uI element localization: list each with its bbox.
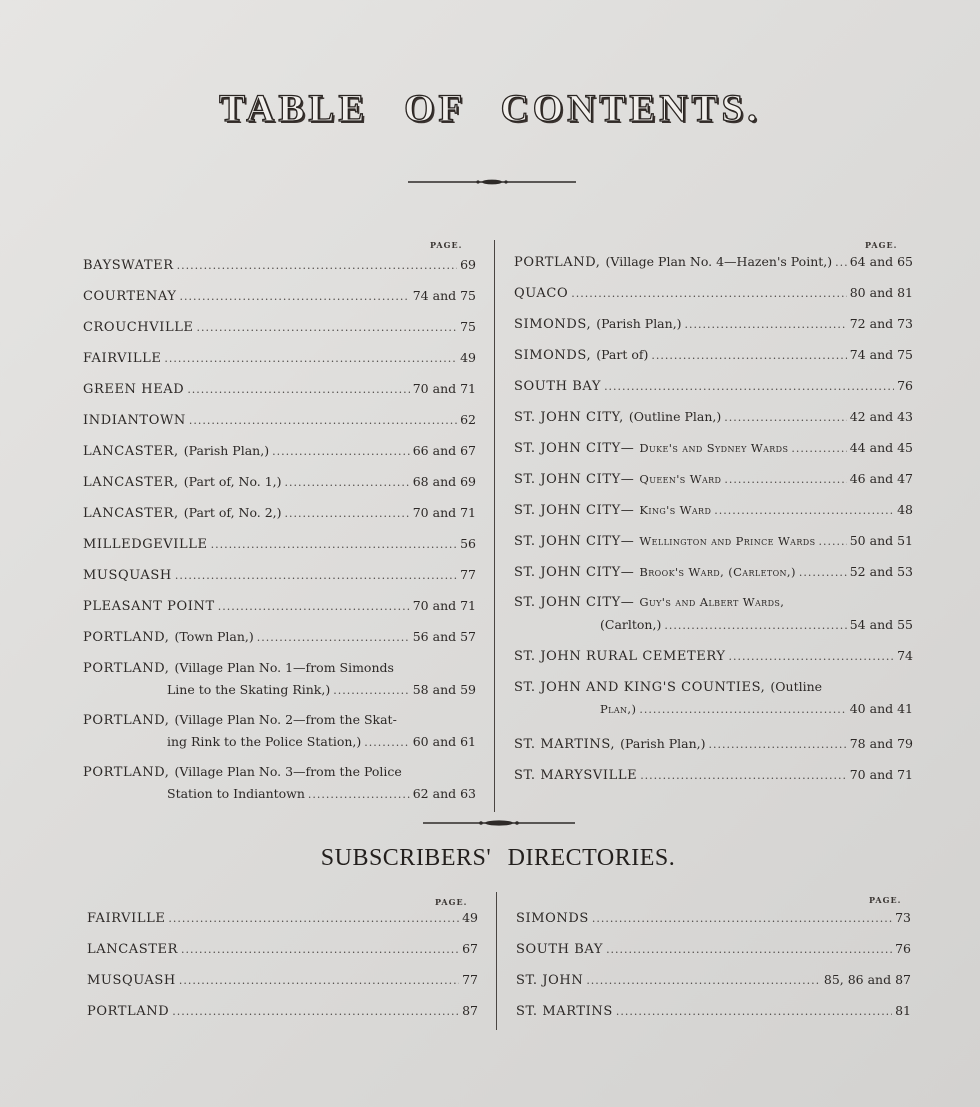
entry-name: ST. MARTINS, bbox=[514, 737, 616, 752]
toc-entry bbox=[83, 505, 476, 529]
entry-description: (Parish Plan,) bbox=[620, 736, 706, 751]
toc-entry-line bbox=[514, 471, 913, 493]
entry-page: 81 bbox=[895, 1003, 911, 1018]
toc-entry-line bbox=[83, 764, 476, 786]
toc-entry-line bbox=[83, 567, 476, 589]
dot-leader bbox=[187, 383, 409, 396]
toc-entry bbox=[514, 648, 913, 672]
toc-entry-line bbox=[83, 443, 476, 465]
entry-description-continued: (Carlton,) bbox=[600, 617, 662, 632]
toc-entry bbox=[83, 443, 476, 467]
entry-name: PORTLAND, bbox=[514, 255, 601, 270]
toc-entry-line bbox=[83, 786, 476, 808]
dot-leader bbox=[333, 684, 410, 697]
entry-name: LANCASTER, bbox=[83, 444, 179, 459]
toc-entry bbox=[514, 347, 913, 371]
entry-name: ST. JOHN AND KING'S COUNTIES, bbox=[514, 680, 766, 695]
entry-name: ST. JOHN CITY— bbox=[514, 503, 635, 518]
toc-entry-line bbox=[83, 734, 476, 756]
entry-name: PORTLAND, bbox=[83, 661, 170, 676]
toc-entry bbox=[83, 350, 476, 374]
toc-entry-line bbox=[514, 409, 913, 431]
entry-name: PORTLAND bbox=[87, 1004, 170, 1019]
entry-description: Wellington and Prince Wards bbox=[639, 534, 816, 548]
entry-description: (Parish Plan,) bbox=[183, 443, 270, 458]
subscribers-title: SUBSCRIBERS' DIRECTORIES. bbox=[320, 845, 676, 871]
entry-name: SIMONDS, bbox=[514, 348, 592, 363]
dot-leader bbox=[181, 943, 459, 956]
entry-page: 85, 86 and 87 bbox=[823, 972, 911, 987]
entry-description: King's Ward bbox=[639, 503, 712, 517]
toc-entry-line bbox=[83, 474, 476, 496]
toc-entry-line bbox=[514, 564, 913, 586]
toc-entry bbox=[83, 536, 476, 560]
toc-entry bbox=[514, 409, 913, 433]
toc-entry-line bbox=[514, 378, 913, 400]
toc-entry-line bbox=[514, 254, 913, 276]
column-divider bbox=[494, 240, 495, 812]
column-divider bbox=[496, 892, 497, 1030]
directory-entry-line bbox=[87, 972, 478, 994]
dot-leader bbox=[586, 974, 821, 987]
entry-name: ST. JOHN CITY— bbox=[514, 565, 635, 580]
entry-name: COURTENAY bbox=[83, 289, 177, 304]
entry-name: PORTLAND, bbox=[83, 765, 170, 780]
dot-leader bbox=[604, 380, 894, 393]
directory-entry-line bbox=[87, 941, 478, 963]
dot-leader bbox=[175, 569, 457, 582]
entry-description: (Village Plan No. 3—from the Police bbox=[174, 764, 402, 779]
toc-entry bbox=[83, 598, 476, 622]
toc-entry-line bbox=[514, 736, 913, 758]
toc-entry bbox=[83, 764, 476, 801]
entry-page: 58 and 59 bbox=[412, 682, 476, 697]
entry-page: 49 bbox=[462, 910, 478, 925]
entry-page: 40 and 41 bbox=[849, 701, 913, 716]
entry-name: BAYSWATER bbox=[83, 258, 174, 273]
toc-entry bbox=[83, 712, 476, 749]
entry-page: 60 and 61 bbox=[412, 734, 476, 749]
dot-leader bbox=[639, 703, 846, 716]
toc-entry bbox=[83, 381, 476, 405]
toc-entry-line bbox=[83, 319, 476, 341]
entry-page: 80 and 81 bbox=[849, 285, 913, 300]
dot-leader bbox=[164, 352, 457, 365]
dot-leader bbox=[709, 738, 847, 751]
entry-page: 77 bbox=[460, 567, 476, 582]
entry-name: SOUTH BAY bbox=[516, 942, 604, 957]
toc-entry-line bbox=[514, 285, 913, 307]
toc-entry bbox=[83, 412, 476, 436]
directory-entry bbox=[516, 972, 911, 996]
toc-entry-line bbox=[514, 440, 913, 462]
entry-name: ST. JOHN RURAL CEMETERY bbox=[514, 649, 726, 664]
subscribers-right-column bbox=[516, 910, 911, 1035]
toc-entry-line bbox=[514, 316, 913, 338]
toc-entry-line bbox=[514, 617, 913, 639]
toc-entry bbox=[83, 319, 476, 343]
entry-name: MUSQUASH bbox=[87, 973, 176, 988]
entry-name: GREEN HEAD bbox=[83, 382, 185, 397]
entry-page: 48 bbox=[897, 502, 913, 517]
toc-entry-line bbox=[83, 288, 476, 310]
entry-name: LANCASTER bbox=[87, 942, 178, 957]
entry-name: FAIRVILLE bbox=[83, 351, 162, 366]
toc-entry bbox=[83, 288, 476, 312]
dot-leader bbox=[592, 912, 892, 925]
directory-entry-line bbox=[516, 972, 911, 994]
entry-name: SIMONDS, bbox=[514, 317, 592, 332]
dot-leader bbox=[257, 631, 410, 644]
entry-name: LANCASTER, bbox=[83, 506, 179, 521]
directory-entry bbox=[87, 1003, 478, 1027]
entry-name: SIMONDS bbox=[516, 911, 589, 926]
entry-page: 44 and 45 bbox=[849, 440, 913, 455]
toc-entry bbox=[514, 316, 913, 340]
subscribers-left-column bbox=[87, 910, 478, 1035]
entry-page: 74 and 75 bbox=[412, 288, 476, 303]
entry-description: Queen's Ward bbox=[639, 472, 722, 486]
dot-leader bbox=[651, 349, 846, 362]
entry-name: ST. JOHN bbox=[516, 973, 584, 988]
directory-entry bbox=[87, 972, 478, 996]
toc-entry-line bbox=[83, 598, 476, 620]
entry-page: 74 bbox=[897, 648, 913, 663]
toc-entry-line bbox=[83, 536, 476, 558]
entry-description: Duke's and Sydney Wards bbox=[639, 441, 789, 455]
toc-entry bbox=[514, 378, 913, 402]
entry-name: PORTLAND, bbox=[83, 713, 170, 728]
toc-entry-line bbox=[83, 412, 476, 434]
toc-entry-line bbox=[514, 701, 913, 723]
entry-page: 72 and 73 bbox=[849, 316, 913, 331]
entry-name: QUACO bbox=[514, 286, 569, 301]
dot-leader bbox=[791, 442, 846, 455]
toc-entry bbox=[514, 679, 913, 716]
entry-description-continued: Line to the Skating Rink,) bbox=[167, 682, 331, 697]
page-column-header: PAGE. bbox=[430, 240, 463, 250]
toc-entry bbox=[514, 502, 913, 526]
dot-leader bbox=[364, 736, 409, 749]
entry-page: 69 bbox=[460, 257, 476, 272]
entry-description-continued: Plan,) bbox=[600, 702, 637, 716]
page-column-header: PAGE. bbox=[435, 897, 468, 907]
entry-page: 76 bbox=[897, 378, 913, 393]
dot-leader bbox=[799, 566, 847, 579]
entry-page: 67 bbox=[462, 941, 478, 956]
contents-left-column bbox=[83, 257, 476, 817]
toc-entry-line bbox=[514, 648, 913, 670]
directory-entry-line bbox=[516, 941, 911, 963]
entry-page: 62 bbox=[460, 412, 476, 427]
dot-leader bbox=[664, 619, 846, 632]
toc-entry-line bbox=[514, 347, 913, 369]
dot-leader bbox=[272, 445, 410, 458]
toc-entry-line bbox=[83, 257, 476, 279]
entry-page: 62 and 63 bbox=[412, 786, 476, 801]
page-column-header: PAGE. bbox=[869, 895, 902, 905]
contents-right-column bbox=[514, 254, 913, 814]
toc-entry bbox=[514, 767, 913, 791]
dot-leader bbox=[177, 259, 457, 272]
entry-name: ST. JOHN CITY— bbox=[514, 595, 635, 610]
entry-page: 56 bbox=[460, 536, 476, 551]
dot-leader bbox=[724, 473, 846, 486]
dot-leader bbox=[606, 943, 892, 956]
directory-entry bbox=[87, 941, 478, 965]
directory-entry bbox=[87, 910, 478, 934]
entry-page: 74 and 75 bbox=[849, 347, 913, 362]
toc-entry bbox=[514, 736, 913, 760]
entry-description: (Village Plan No. 2—from the Skat- bbox=[174, 712, 397, 727]
entry-page: 42 and 43 bbox=[849, 409, 913, 424]
entry-name: ST. JOHN CITY— bbox=[514, 472, 635, 487]
dot-leader bbox=[172, 1005, 459, 1018]
entry-description: Guy's and Albert Wards, bbox=[639, 595, 785, 609]
toc-entry-line bbox=[83, 629, 476, 651]
dot-leader bbox=[197, 321, 458, 334]
entry-page: 70 and 71 bbox=[412, 505, 476, 520]
dot-leader bbox=[285, 507, 410, 520]
toc-entry-line bbox=[83, 381, 476, 403]
page-column-header: PAGE. bbox=[865, 240, 898, 250]
entry-name: PLEASANT POINT bbox=[83, 599, 215, 614]
toc-entry-line bbox=[83, 660, 476, 682]
toc-entry-line bbox=[514, 533, 913, 555]
entry-description: (Part of, No. 1,) bbox=[183, 474, 282, 489]
dot-leader bbox=[189, 414, 457, 427]
dot-leader bbox=[571, 287, 847, 300]
directory-entry bbox=[516, 910, 911, 934]
toc-entry bbox=[514, 254, 913, 278]
entry-name: ST. MARTINS bbox=[516, 1004, 613, 1019]
page-title: TABLE OF CONTENTS. bbox=[219, 87, 761, 130]
entry-description-continued: ing Rink to the Police Station,) bbox=[167, 734, 362, 749]
entry-description: (Part of) bbox=[596, 347, 649, 362]
toc-entry bbox=[83, 474, 476, 498]
entry-name: PORTLAND, bbox=[83, 630, 170, 645]
entry-name: MILLEDGEVILLE bbox=[83, 537, 208, 552]
entry-page: 64 and 65 bbox=[849, 254, 913, 269]
toc-entry bbox=[83, 660, 476, 697]
dot-leader bbox=[818, 535, 846, 548]
toc-entry-line bbox=[514, 679, 913, 701]
toc-entry bbox=[83, 629, 476, 653]
entry-page: 52 and 53 bbox=[849, 564, 913, 579]
toc-entry bbox=[514, 471, 913, 495]
dot-leader bbox=[724, 411, 847, 424]
entry-page: 75 bbox=[460, 319, 476, 334]
dot-leader bbox=[685, 318, 847, 331]
directory-entry bbox=[516, 1003, 911, 1027]
entry-page: 77 bbox=[462, 972, 478, 987]
entry-page: 49 bbox=[460, 350, 476, 365]
entry-page: 46 and 47 bbox=[849, 471, 913, 486]
entry-name: LANCASTER, bbox=[83, 475, 179, 490]
dot-leader bbox=[180, 290, 410, 303]
entry-page: 54 and 55 bbox=[849, 617, 913, 632]
entry-page: 56 and 57 bbox=[412, 629, 476, 644]
entry-name: ST. JOHN CITY, bbox=[514, 410, 624, 425]
toc-entry-line bbox=[83, 350, 476, 372]
toc-entry-line bbox=[514, 767, 913, 789]
directory-entry-line bbox=[516, 910, 911, 932]
entry-name: INDIANTOWN bbox=[83, 413, 186, 428]
entry-description-continued: Station to Indiantown bbox=[167, 786, 305, 801]
entry-page: 76 bbox=[895, 941, 911, 956]
entry-page: 73 bbox=[895, 910, 911, 925]
directory-entry-line bbox=[516, 1003, 911, 1025]
toc-entry bbox=[514, 533, 913, 557]
toc-entry bbox=[514, 285, 913, 309]
entry-description: (Village Plan No. 1—from Simonds bbox=[174, 660, 394, 675]
toc-entry-line bbox=[83, 682, 476, 704]
entry-name: ST. JOHN CITY— bbox=[514, 534, 635, 549]
entry-description: (Outline bbox=[770, 679, 823, 694]
entry-page: 78 and 79 bbox=[849, 736, 913, 751]
dot-leader bbox=[285, 476, 410, 489]
entry-page: 68 and 69 bbox=[412, 474, 476, 489]
entry-name: SOUTH BAY bbox=[514, 379, 602, 394]
dot-leader bbox=[729, 650, 895, 663]
dot-leader bbox=[211, 538, 458, 551]
entry-description: (Outline Plan,) bbox=[628, 409, 722, 424]
entry-name: CROUCHVILLE bbox=[83, 320, 194, 335]
entry-name: ST. MARYSVILLE bbox=[514, 768, 638, 783]
entry-page: 87 bbox=[462, 1003, 478, 1018]
dot-leader bbox=[168, 912, 459, 925]
entry-page: 70 and 71 bbox=[412, 598, 476, 613]
entry-page: 66 and 67 bbox=[412, 443, 476, 458]
toc-entry bbox=[83, 567, 476, 591]
entry-description: (Parish Plan,) bbox=[596, 316, 682, 331]
entry-description: Brook's Ward, (Carleton,) bbox=[639, 565, 796, 579]
toc-entry bbox=[83, 257, 476, 281]
toc-entry-line bbox=[514, 595, 913, 617]
toc-entry bbox=[514, 595, 913, 632]
directory-entry-line bbox=[87, 1003, 478, 1025]
entry-page: 50 and 51 bbox=[849, 533, 913, 548]
entry-name: FAIRVILLE bbox=[87, 911, 166, 926]
entry-name: ST. JOHN CITY— bbox=[514, 441, 635, 456]
entry-description: (Village Plan No. 4—Hazen's Point,) bbox=[605, 254, 833, 269]
toc-entry bbox=[514, 440, 913, 464]
entry-page: 70 and 71 bbox=[412, 381, 476, 396]
directory-entry-line bbox=[87, 910, 478, 932]
dot-leader bbox=[835, 256, 847, 269]
dot-leader bbox=[616, 1005, 892, 1018]
ornamental-rule bbox=[408, 176, 576, 188]
dot-leader bbox=[218, 600, 410, 613]
dot-leader bbox=[179, 974, 459, 987]
section-ornament bbox=[423, 817, 575, 829]
toc-entry-line bbox=[83, 712, 476, 734]
entry-page: 70 and 71 bbox=[849, 767, 913, 782]
dot-leader bbox=[640, 769, 847, 782]
toc-entry-line bbox=[514, 502, 913, 524]
entry-description: (Town Plan,) bbox=[174, 629, 254, 644]
toc-entry bbox=[514, 564, 913, 588]
dot-leader bbox=[714, 504, 894, 517]
entry-name: MUSQUASH bbox=[83, 568, 172, 583]
toc-entry-line bbox=[83, 505, 476, 527]
entry-description: (Part of, No. 2,) bbox=[183, 505, 282, 520]
dot-leader bbox=[308, 788, 410, 801]
directory-entry bbox=[516, 941, 911, 965]
